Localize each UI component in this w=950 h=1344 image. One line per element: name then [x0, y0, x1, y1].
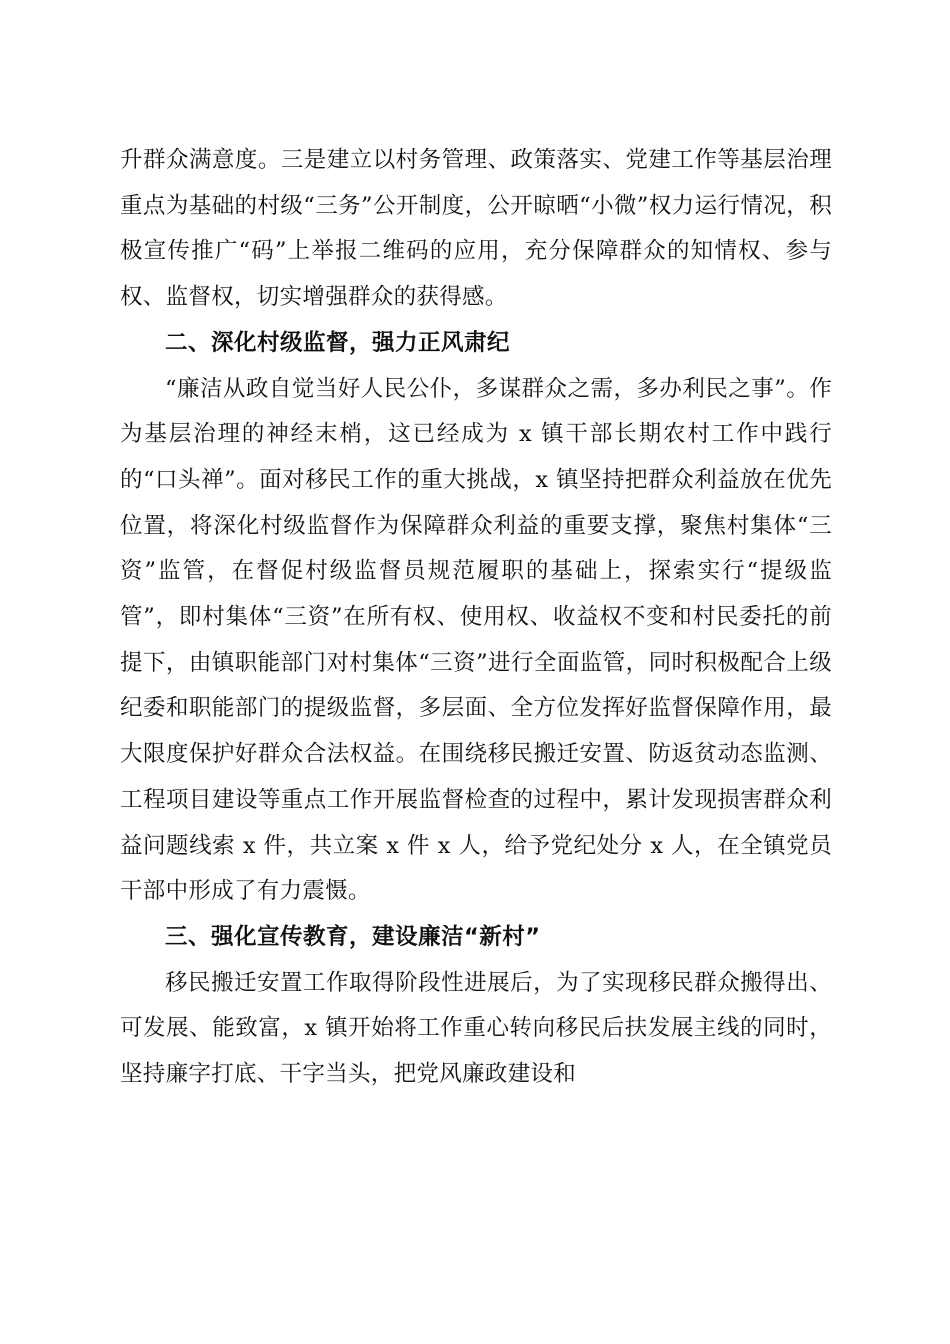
paragraph-section-2: “廉洁从政自觉当好人民公仆，多谋群众之需，多办利民之事”。作为基层治理的神经末梢，这已经成为 x 镇干部长期农村工作中践行的“口头禅”。面对移民工作的重大挑战，x 镇坚持把群众利益放在优先位置，将深化村级监督作为保障群众利益的重要支撑，聚焦村集体“三资”监管，在督促村级监督员规范履职的基础上，探索实行“提级监管”，即村集体“三资”在所有权、使用权、收益权不变和村民委托的前提下，由镇职能部门对村集体“三资”进行全面监管，同时积极配合上级纪委和职能部门的提级监督，多层面、全方位发挥好监督保障作用，最大限度保护好群众合法权益。在围绕移民搬迁安置、防返贫动态监测、工程项目建设等重点工作开展监督检查的过程中，累计发现损害群众利益问题线索 x 件，共立案 x 件 x 人，给予党纪处分 x 人，在全镇党员干部中形成了有力震慑。 — [120, 375, 832, 905]
paragraph-continued: 升群众满意度。三是建立以村务管理、政策落实、党建工作等基层治理重点为基础的村级“三务”公开制度，公开晾晒“小微”权力运行情况，积极宣传推广“码”上举报二维码的应用，充分保障群众的知情权、参与权、监督权，切实增强群众的获得感。 — [120, 147, 832, 311]
section-heading-2: 二、深化村级监督，强力正风肃纪 — [165, 329, 511, 356]
section-heading-3: 三、强化宣传教育，建设廉洁“新村” — [165, 923, 541, 950]
document-body — [120, 138, 832, 1098]
paragraph-section-3: 移民搬迁安置工作取得阶段性进展后，为了实现移民群众搬得出、可发展、能致富，x 镇开始将工作重心转向移民后扶发展主线的同时，坚持廉字打底、干字当头，把党风廉政建设和 — [120, 969, 832, 1088]
